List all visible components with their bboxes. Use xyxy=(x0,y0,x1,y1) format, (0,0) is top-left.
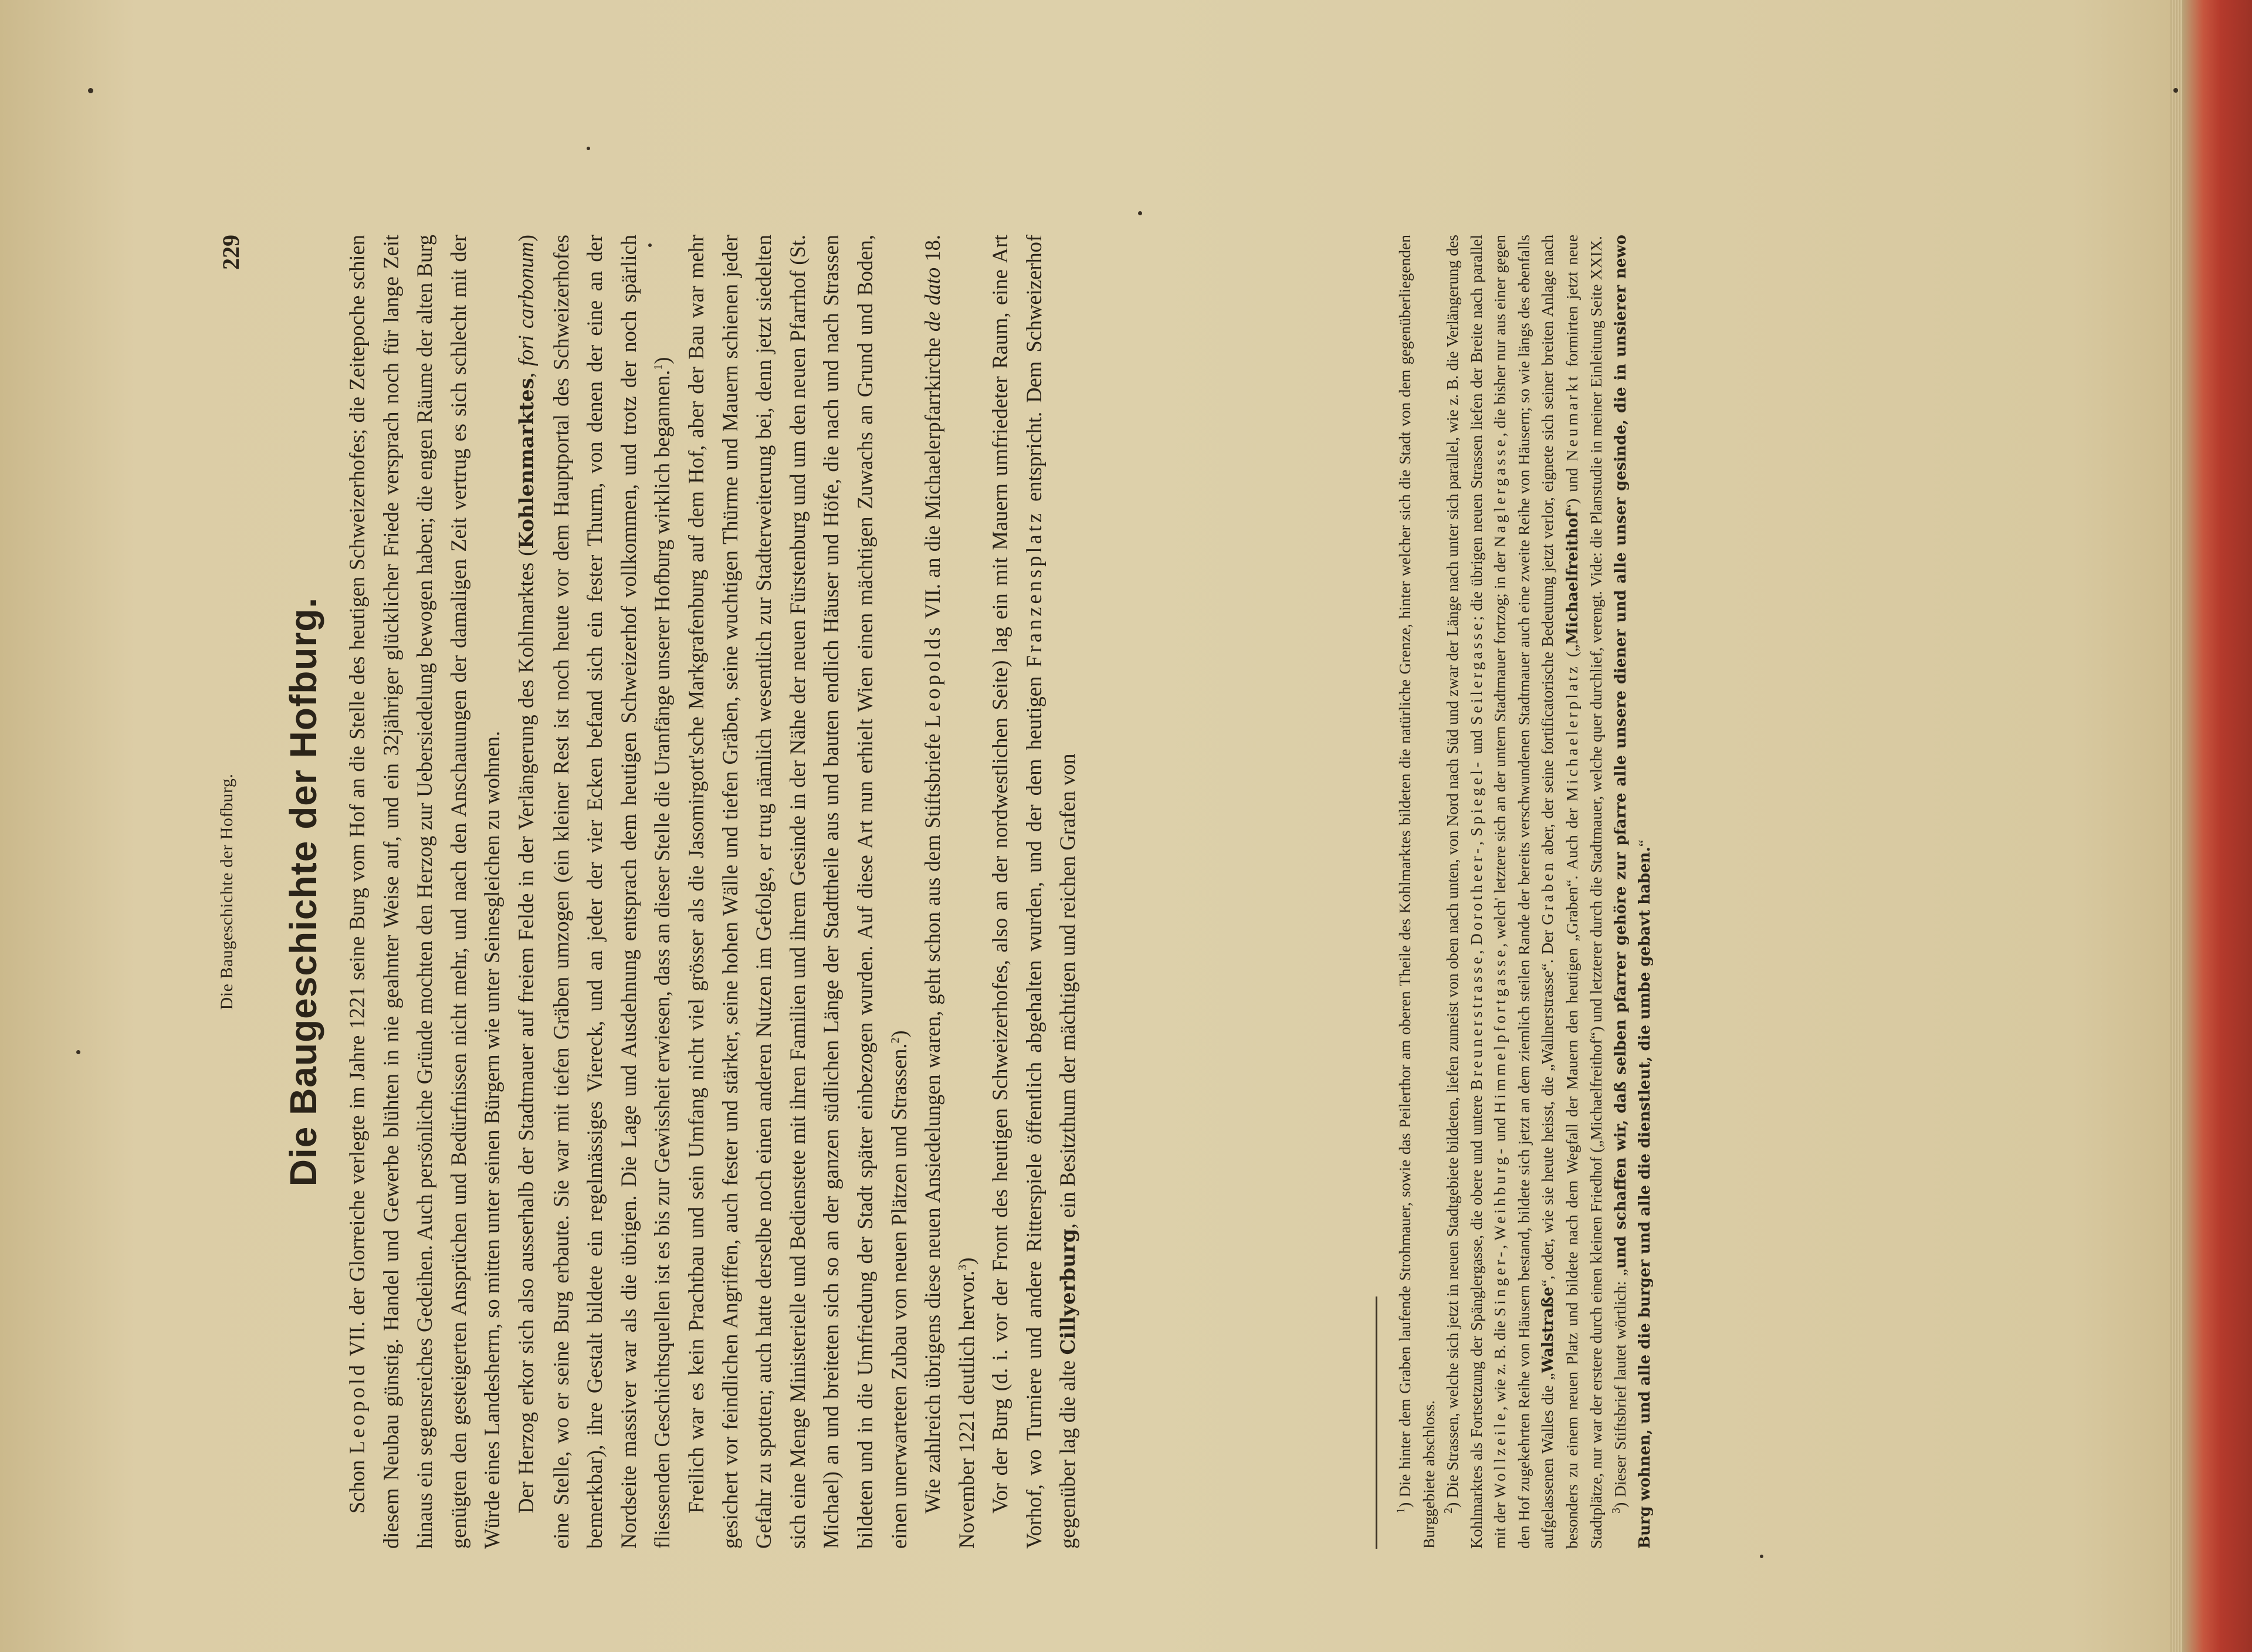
footnote-ref: 2 xyxy=(888,1037,902,1044)
footnotes xyxy=(1393,235,1657,1549)
paragraph: Der Herzog erkor sich also ausserhalb der Stadtmauer auf freiem Felde in der Verlängerung des Kohlmarktes (Kohlenmarktes, fori carbonum) eine Stelle, wo er seine Burg erbaute. Sie war mit tiefen Gräben umzogen (ein kleiner Rest ist noch heute vor dem Hauptportal des Schweizerhofes bemerkbar), ihre Gestalt bildete ein regelmässiges Viereck, und an jeder der vier Ecken befand sich ein fester Thurm, von denen der eine an der Nordseite massiver war als die übrigen. Die Lage und Ausdehnung entsprach dem heutigen Schweizerhof vollkommen, und trotz der noch spärlich fliessenden Geschichtsquellen ist es bis zur Gewissheit erwiesen, dass an dieser Stelle die Uranfänge unserer Hofburg wirklich begannen.$^1$) xyxy=(513,235,675,1549)
printed-page xyxy=(217,235,1977,1549)
dust-speck xyxy=(1138,211,1142,215)
footnote: $^1$) Die hinter dem Graben laufende Strohmauer, sowie das Peilerthor am oberen Theile des Kohlmarktes bildeten die natürliche Grenze, hinter welcher sich die Stadt von dem gegenüberliegenden Burggebiete abschloss. xyxy=(1394,235,1438,1549)
dust-speck xyxy=(2173,88,2178,93)
dust-speck xyxy=(76,1050,80,1054)
red-page-edge xyxy=(2182,0,2252,1652)
paragraph: Freilich war es kein Prachtbau und sein Umfang nicht viel grösser als die Jasomirgott'sche Markgrafenburg auf dem Hof, aber der Bau war mehr gesichert vor feindlichen Angriffen, auch fester und stärker, seine hohen Wälle und tiefen Gräben, seine wuchtigen Thürme und Mauern schienen jeder Gefahr zu spotten; auch hatte derselbe noch einen anderen Nutzen im Gefolge, er trug nämlich wesentlich zur Stadterweiterung bei, denn jetzt siedelten sich eine Menge Ministerielle und Bedienstete mit ihren Familien und ihrem Gesinde in der Nähe der neuen Fürstenburg und um den neuen Pfarrhof (St. Michael) an und breiteten sich so an der ganzen südlichen Länge der Stadttheile aus und bauten endlich Häuser und Höfe, die nach und nach Strassen bildeten und in die Umfriedung der Stadt später einbezogen wurden. Auf diese Art nun erhielt Wien einen mächtigen Zuwachs an Grund und Boden, einen unerwarteten Zubau von neuen Plätzen und Strassen.$^2$) xyxy=(683,235,911,1549)
paragraph: Schon Leopold VII. der Glorreiche verlegte im Jahre 1221 seine Burg vom Hof an die Stelle des heutigen Schweizerhofes; die Zeitepoche schien diesem Neubau günstig. Handel und Gewerbe blühten in nie geahnter Weise auf, und ein 32jähriger glücklicher Friede versprach noch für lange Zeit hinaus ein segensreiches Gedeihen. Auch persönliche Gründe mochten den Herzog zur Uebersiedelung bewogen haben; die engen Räume der alten Burg genügten den gesteigerten Ansprüchen und Bedürfnissen nicht mehr, und nach den Anschauungen der damaligen Zeit vertrug es sich schlecht mit der Würde eines Landesherrn, so mitten unter seinen Bürgern wie unter Seinesgleichen zu wohnen. xyxy=(345,234,504,1549)
paragraph: Vor der Burg (d. i. vor der Front des heutigen Schweizerhofes, also an der nordwestlichen Seite) lag ein mit Mauern umfriedeter Raum, eine Art Vorhof, wo Turniere und andere Ritterspiele öffentlich abgehalten wurden, und der dem heutigen Franzensplatz entspricht. Dem Schweizerhof gegenüber lag die alte Cillyerburg, ein Besitzthum der mächtigen und reichen Grafen von xyxy=(988,235,1081,1549)
running-title: Die Baugeschichte der Hofburg. xyxy=(217,773,236,1010)
footnote: $^2$) Die Strassen, welche sich jetzt in neuen Stadtgebiete bildeten, liefen zumeist von oben nach unten, von Nord nach Süd und zwar der Länge nach unter sich parallel, wie z. B. die Verlängerung des Kohlmarktes als Fortsetzung der Spänglergasse, die obere und untere Breunerstrasse, Dorotheer-, Spiegel- und Seilergasse; die übrigen neuen Strassen liefen der Breite nach parallel mit der Wollzeile, wie z. B. die Singer-, Weihburg- und Himmelpfortgasse, welch' letztere sich an der untern Stadtmauer fortzog; in der Naglergasse, die bisher nur aus einer gegen den Hof zugekehrten Reihe von Häusern bestand, bildete sich jetzt an dem ziemlich steilen Rande der bereits verschwundenen Stadtmauer auch eine zweite Reihe von Häusern; so wie längs des ebenfalls aufgelassenen Walles die „Walstraße“, oder, wie sie heute heisst, die „Wallnerstrasse“. Der Graben aber, der seine fortificatorische Bedeutung jetzt verlor, eignete sich seiner breiten Anlage nach besonders zu einem neuen Platz und bildete nach dem Wegfall der Mauern den heutigen „Graben“. Auch der Michaelerplatz („Michaelfreithof“) und Neumarkt formirten jetzt neue Stadtplätze, nur war der erstere durch einen kleinen Friedhof („Michaelfreithof“) und letzterer durch die Stadtmauer, welche quer durchlief, verengt. Vide: die Planstudie in meiner Einleitung Seite XXIX. xyxy=(1441,234,1605,1549)
footnote-ref: 3 xyxy=(956,1264,969,1271)
footnote-ref: 1 xyxy=(652,364,665,370)
page-number: 229 xyxy=(218,235,244,270)
running-head xyxy=(217,235,252,1549)
chapter-title: Die Baugeschichte der Hofburg. xyxy=(282,597,324,1187)
footnote-rule xyxy=(1376,1296,1377,1549)
body-text xyxy=(340,235,1361,1549)
dust-speck xyxy=(88,88,93,93)
paragraph: Wie zahlreich übrigens diese neuen Ansiedelungen waren, geht schon aus dem Stiftsbriefe Leopolds VII. an die Michaelerpfarrkirche de dato 18. November 1221 deutlich hervor.$^3$) xyxy=(920,234,978,1549)
dust-speck xyxy=(1760,1555,1763,1558)
dust-speck xyxy=(587,147,590,150)
footnote: $^3$) Dieser Stiftsbrief lautet wörtlich: „und schaffen wir, daß selben pfarrer gehöre zur pfarre alle unsere diener und alle unser gesinde, die in unsierer newo Burg wohnen, und alle die burger und alle die dienstleut, die umbe gebavt haben.“ xyxy=(1609,235,1654,1549)
